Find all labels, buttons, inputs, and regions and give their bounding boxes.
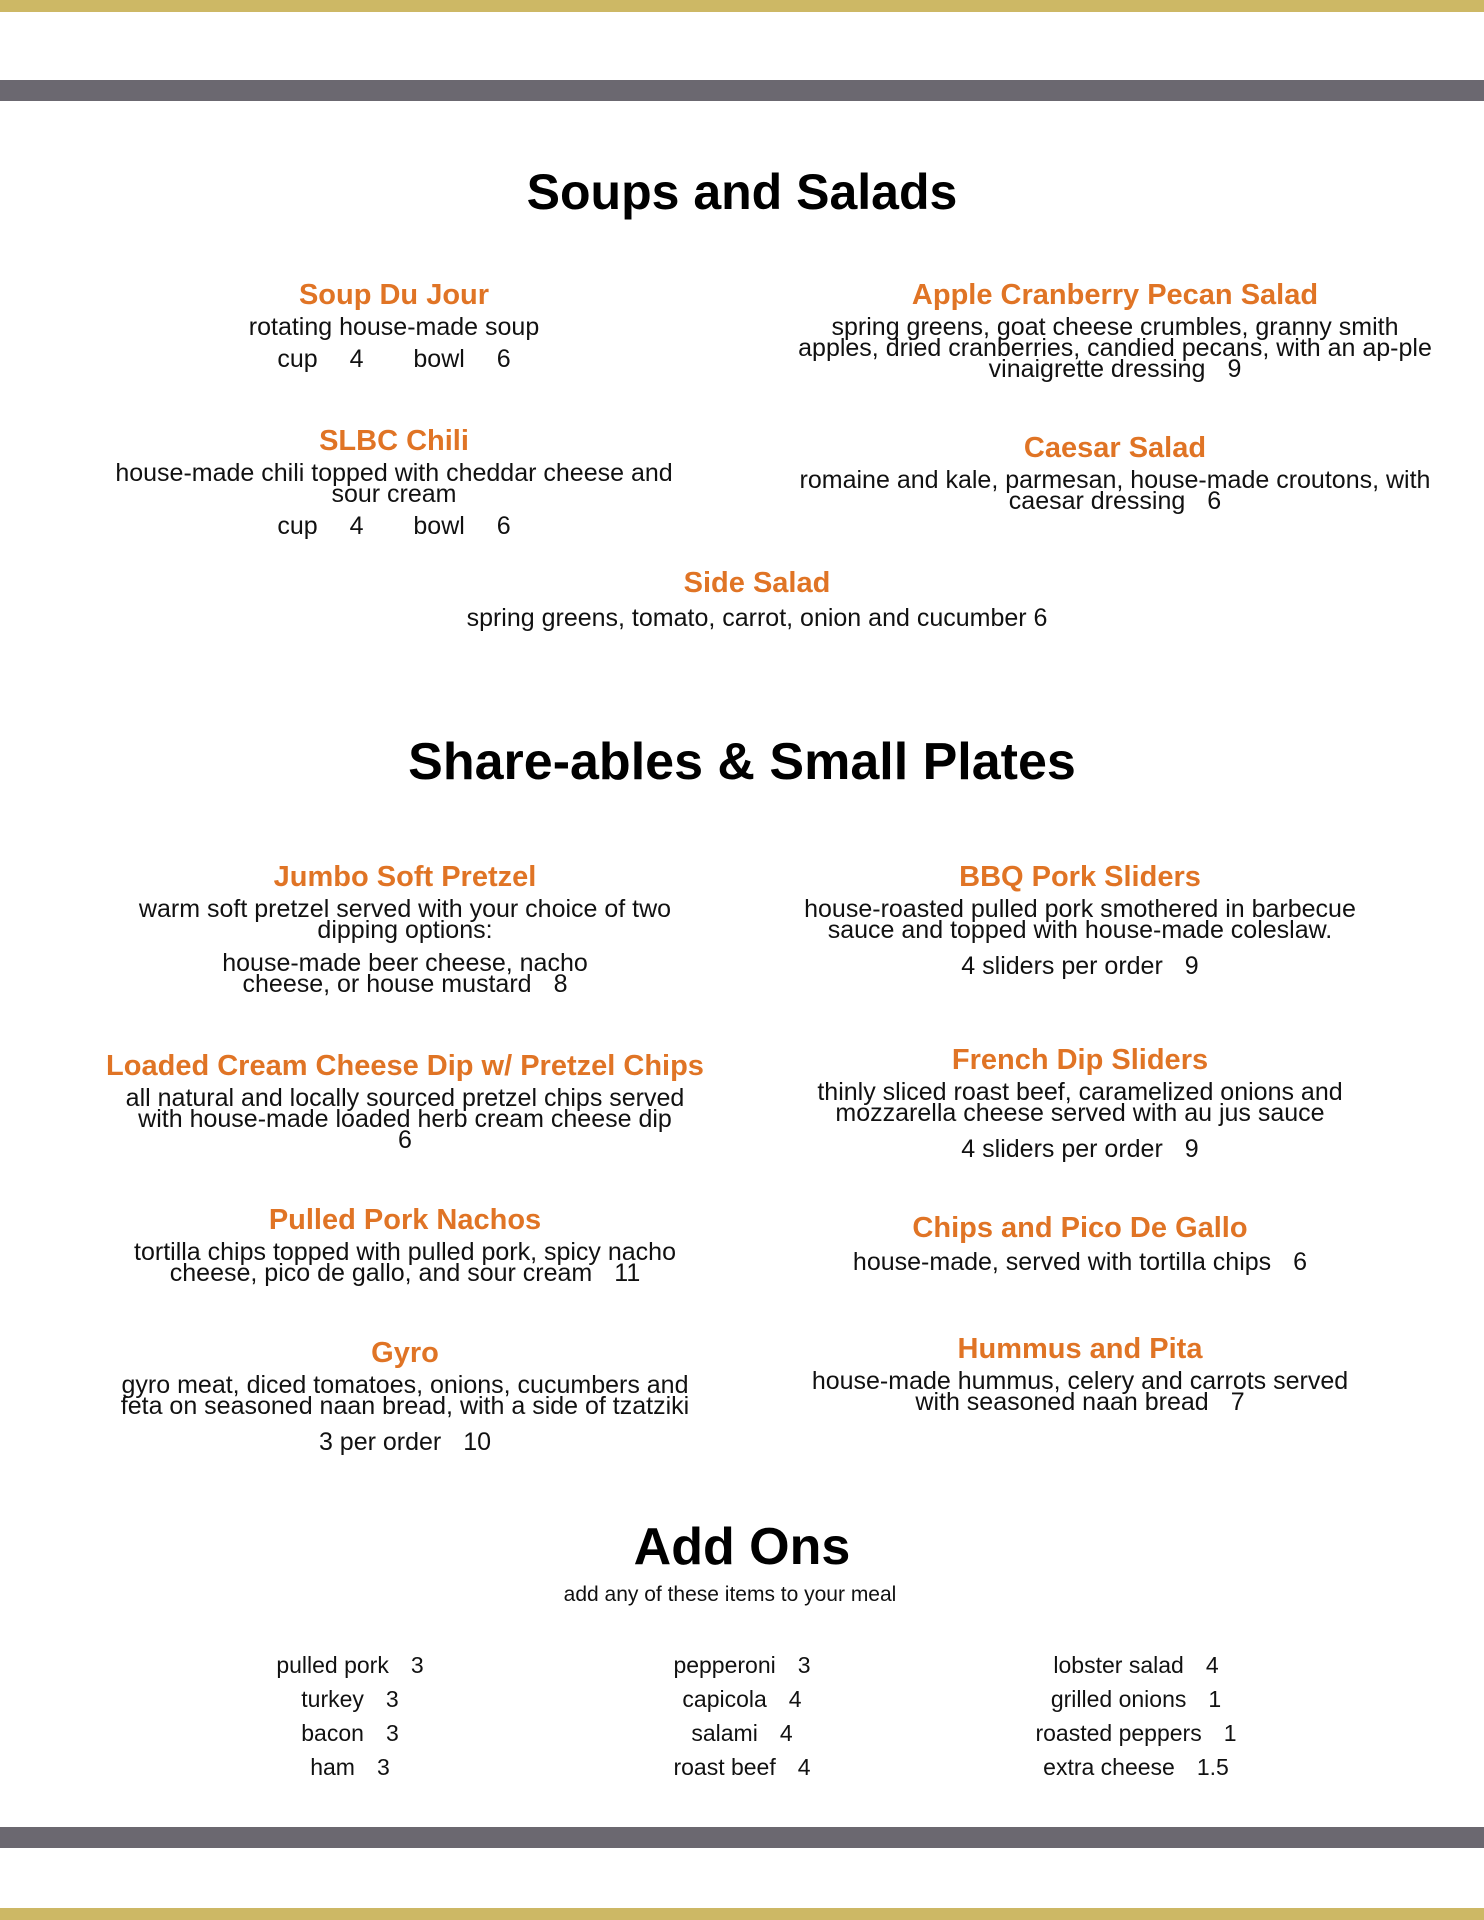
item-description — [100, 1238, 710, 1287]
menu-item-caesar-salad — [790, 431, 1440, 515]
menu-item-soup-du-jour — [94, 278, 694, 374]
item-description: rotating house-made soup — [248, 313, 540, 341]
add-on-item: capicola 4 — [682, 1686, 802, 1712]
add-ons-subtitle: add any of these items to your meal — [563, 1583, 897, 1606]
item-sizes — [94, 511, 694, 541]
menu-item-bbq-pork-sliders — [760, 860, 1400, 981]
item-name: Loaded Cream Cheese Dip w/ Pretzel Chips — [106, 1050, 704, 1082]
item-options — [100, 949, 710, 998]
item-price: 10 — [463, 1428, 492, 1456]
add-on-item: turkey 3 — [301, 1686, 399, 1712]
options-text: house-made beer cheese, nacho cheese, or house mustard — [222, 949, 588, 998]
add-on-item: extra cheese 1.5 — [1043, 1754, 1229, 1780]
item-name: French Dip Sliders — [951, 1044, 1209, 1076]
item-name: Jumbo Soft Pretzel — [273, 861, 537, 893]
item-quantity — [100, 1427, 710, 1457]
desc-text: house-made hummus, celery and carrots served with seasoned naan bread — [811, 1367, 1349, 1416]
item-price: 7 — [1230, 1388, 1245, 1416]
menu-item-gyro — [100, 1336, 710, 1457]
desc-text: romaine and kale, parmesan, house-made croutons, with caesar dressing — [799, 466, 1431, 515]
add-on-item: bacon 3 — [301, 1720, 399, 1746]
item-price: 11 — [614, 1259, 641, 1287]
item-description — [790, 313, 1440, 383]
desc-text: tortilla chips topped with pulled pork, spicy nacho cheese, pico de gallo, and sour cream — [134, 1238, 676, 1287]
cup-label: cup — [277, 345, 318, 373]
cup-label: cup — [277, 512, 318, 540]
menu-item-chips-pico — [760, 1211, 1400, 1277]
item-price: 9 — [1227, 355, 1242, 383]
add-on-item: pulled pork 3 — [276, 1652, 424, 1678]
item-price: 6 — [1207, 487, 1222, 515]
item-name: Gyro — [371, 1337, 439, 1369]
add-on-item: roast beef 4 — [673, 1754, 811, 1780]
menu-item-side-salad — [300, 566, 1214, 633]
add-on-item: pepperoni 3 — [673, 1652, 811, 1678]
menu-item-jumbo-pretzel — [100, 860, 710, 998]
item-price: 6 — [398, 1126, 412, 1154]
cup-price: 4 — [349, 345, 364, 373]
desc-text: spring greens, goat cheese crumbles, granny smith apples, dried cranberries, candied pecans, with an ap-ple vinaigrette dressing — [798, 313, 1432, 383]
item-name: Hummus and Pita — [957, 1333, 1203, 1365]
qty-text: 3 per order — [318, 1428, 442, 1456]
item-price: 6 — [1293, 1248, 1308, 1276]
item-description: warm soft pretzel served with your choice of two dipping options: — [138, 895, 672, 944]
item-description — [790, 466, 1440, 515]
item-price: 9 — [1184, 952, 1199, 980]
cup-price: 4 — [349, 512, 364, 540]
desc-text: house-made, served with tortilla chips — [852, 1248, 1272, 1276]
item-name: BBQ Pork Sliders — [959, 861, 1201, 893]
item-name: Side Salad — [683, 567, 831, 599]
add-ons-column-2 — [592, 1648, 892, 1784]
top-gold-stripe — [0, 0, 1484, 12]
menu-item-pulled-pork-nachos — [100, 1203, 710, 1287]
section-title-add-ons: Add Ons — [633, 1518, 851, 1576]
item-quantity — [760, 951, 1400, 981]
item-description: thinly sliced roast beef, caramelized onions and mozzarella cheese served with au jus sauce — [817, 1078, 1343, 1127]
item-description — [760, 1247, 1400, 1277]
add-on-item: lobster salad 4 — [1053, 1652, 1219, 1678]
section-title-shareables: Share-ables & Small Plates — [408, 733, 1076, 791]
item-quantity — [760, 1134, 1400, 1164]
item-name: Caesar Salad — [1023, 432, 1207, 464]
menu-item-french-dip-sliders — [760, 1043, 1400, 1164]
item-sizes — [94, 344, 694, 374]
item-name: Pulled Pork Nachos — [268, 1204, 542, 1236]
add-on-item: salami 4 — [691, 1720, 793, 1746]
bowl-price: 6 — [496, 345, 511, 373]
bowl-label: bowl — [413, 345, 465, 373]
add-on-item: ham 3 — [310, 1754, 390, 1780]
bowl-label: bowl — [413, 512, 465, 540]
section-title-soups-salads: Soups and Salads — [526, 164, 958, 220]
item-price: 8 — [553, 970, 568, 998]
bottom-gray-stripe — [0, 1827, 1484, 1848]
add-ons-column-1 — [200, 1648, 500, 1784]
add-on-item: roasted peppers 1 — [1035, 1720, 1237, 1746]
bowl-price: 6 — [496, 512, 511, 540]
add-on-item: grilled onions 1 — [1050, 1686, 1222, 1712]
item-description: spring greens, tomato, carrot, onion and cucumber 6 — [466, 604, 1048, 632]
item-name: Apple Cranberry Pecan Salad — [911, 279, 1319, 311]
item-description: gyro meat, diced tomatoes, onions, cucumbers and feta on seasoned naan bread, with a side of tzatziki — [120, 1371, 690, 1420]
menu-item-slbc-chili — [94, 424, 694, 541]
item-name: SLBC Chili — [319, 425, 469, 457]
item-description: house-made chili topped with cheddar cheese and sour cream — [115, 459, 673, 508]
qty-text: 4 sliders per order — [961, 1135, 1163, 1163]
desc-text: all natural and locally sourced pretzel chips served with house-made loaded herb cream cheese dip — [125, 1084, 685, 1133]
menu-item-apple-cranberry-salad — [790, 278, 1440, 383]
item-description — [760, 1367, 1400, 1416]
bottom-gold-stripe — [0, 1908, 1484, 1920]
qty-text: 4 sliders per order — [961, 952, 1163, 980]
menu-item-hummus-pita — [760, 1332, 1400, 1416]
item-description — [90, 1084, 720, 1154]
item-name: Chips and Pico De Gallo — [912, 1212, 1248, 1244]
item-name: Soup Du Jour — [298, 279, 490, 311]
item-price: 9 — [1184, 1135, 1199, 1163]
top-gray-stripe — [0, 80, 1484, 101]
menu-item-cream-cheese-dip — [90, 1049, 720, 1154]
add-ons-column-3 — [986, 1648, 1286, 1784]
item-description: house-roasted pulled pork smothered in barbecue sauce and topped with house-made coleslaw. — [804, 895, 1356, 944]
